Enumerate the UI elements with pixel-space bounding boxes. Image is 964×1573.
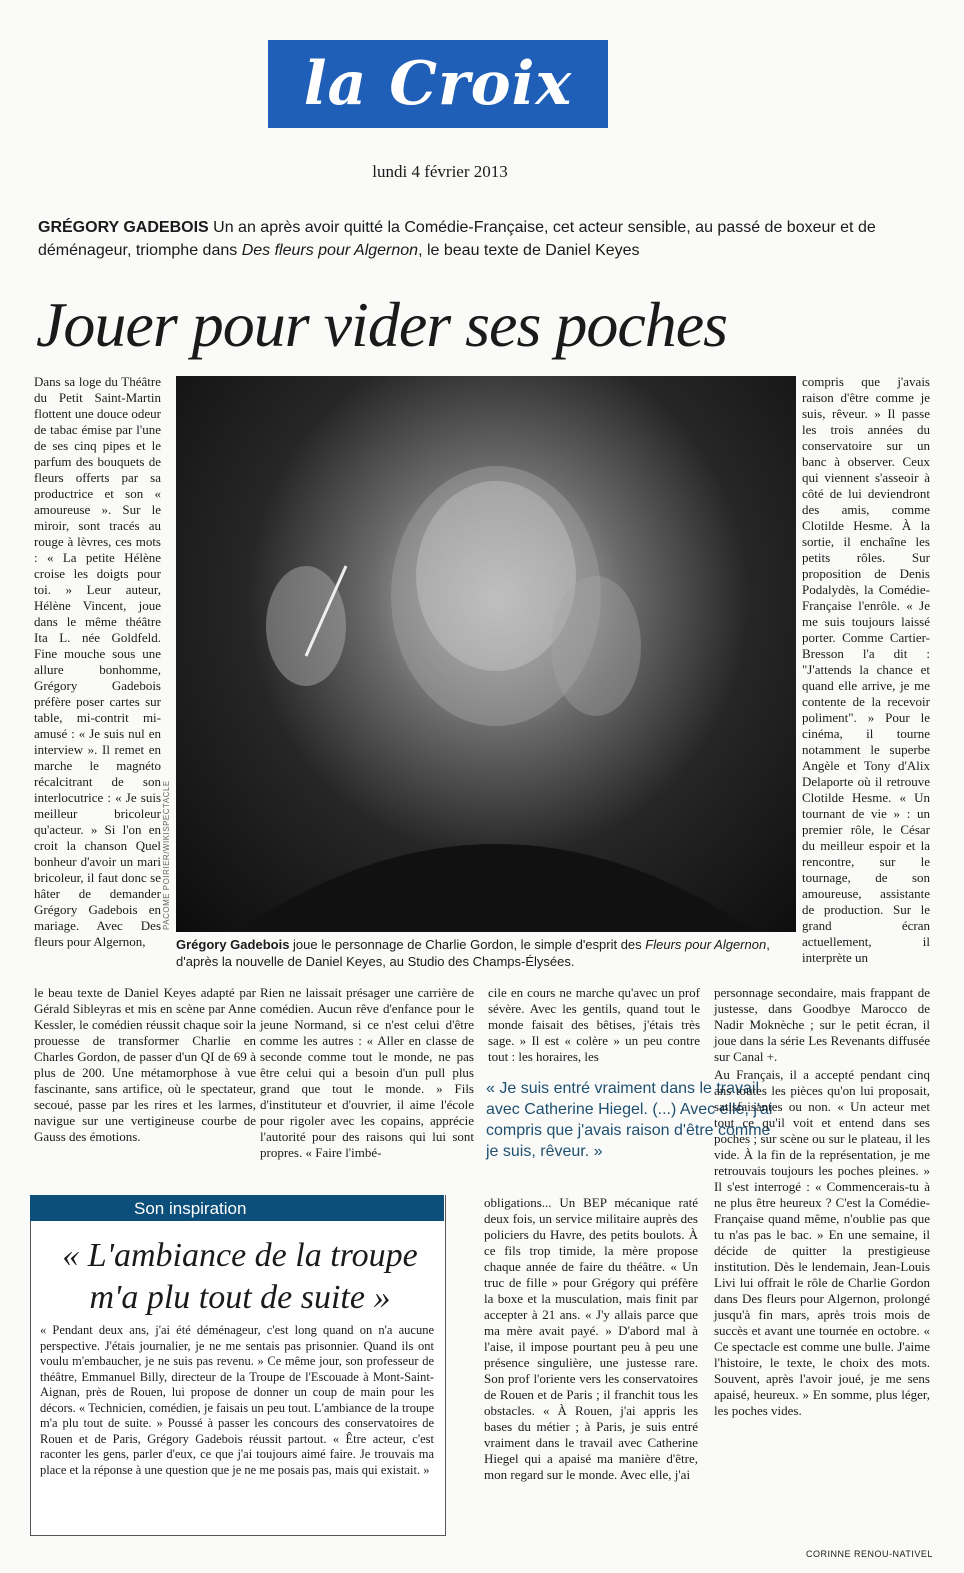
caption-text: joue le personnage de Charlie Gordon, le simple d'esprit des (289, 937, 646, 952)
column-middle-1: Rien ne laissait présager une carrière de comédien. Aucun rêve d'enfance pour le jeune Normand, si ce n'est celui d'être comme les autres : « Aller en classe de seconde comme tout le monde, ne pas être celui qui a besoin d'un pull plus grand que tout le monde. » Fils d'instituteur et d'ouvrier, il aime l'école pour rigoler avec les copains, apprécie l'autorité pour des raisons qui lui sont propres. « Faire l'imbé- (260, 985, 474, 1160)
headline: Jouer pour vider ses poches (36, 289, 728, 360)
deck-name: GRÉGORY GADEBOIS (38, 219, 209, 236)
column-left-top: Dans sa loge du Théâtre du Petit Saint-Martin flottent une douce odeur de tabac émise par l'une de ses cinq pipes et le parfum des bouquets de fleurs offerts par sa productrice et son « amoureuse ». Sur le miroir, sont tracés au rouge à lèvres, ces mots : « La petite Hélène croise les doigts pour toi. » Leur auteur, Hélène Vincent, joue dans le même théâtre Ita L. née Goldfeld. Fine mouche sous une allure bonhomme, Grégory Gadebois préfère poser cartes sur table, mi-contrit mi-amusé : « Je suis nul en interview ». Il remet en marche le magnéto récalcitrant de son interlocutrice : « Je suis meilleur bricoleur qu'acteur. » Si l'on en croit la chanson Quel bonheur d'avoir un mari bricoleur, il faut donc se hâter de demander Grégory Gadebois en mariage. Avec Des fleurs pour Algernon, (34, 374, 161, 949)
deck-text-1: Un an après avoir quitté la Comédie-Française, cet acteur sensible, au passé de boxeur et de déménageur, triomphe dans (38, 219, 876, 259)
deck-work: Des fleurs pour Algernon (241, 242, 419, 259)
pull-quote: « Je suis entré vraiment dans le travail avec Catherine Hiegel. (...) Avec elle, j'ai compris que j'avais raison d'être comme je suis, rêveur. » (486, 1080, 773, 1160)
column-right-middle: personnage secondaire, mais frappant de justesse, dans Goodbye Marocco de Nadir Moknèche ; sur le petit écran, il joue dans la série Les Revenants diffusée sur Canal +. (714, 985, 930, 1064)
caption-work: Fleurs pour Algernon (645, 937, 767, 952)
author-signature: CORINNE RENOU-NATIVEL (806, 1549, 933, 1559)
caption-name: Grégory Gadebois (176, 937, 290, 952)
inspiration-label: Son inspiration (134, 1199, 247, 1218)
photo-credit: PACOME POIRIER/WIKISPECTACLE (162, 780, 171, 930)
column-right-bottom: Au Français, il a accepté pendant cinq ans toutes les pièces qu'on lui proposait, satisfaisantes ou non. « Un acteur met tout ce qu'il voit et entend dans ses poches ; sur scène ou sur le plateau, il les vide. À la fin de la représentation, je me retrouvais toujours les poches pleines. » Il s'est interrogé : « Commencerais-tu à ne plus être heureux ? C'est la Comédie-Française quand même, n'oublie pas que tu n'as pas le bac. » En une semaine, il décide de quitter la prestigieuse institution. Dès le lendemain, Jean-Louis Livi lui offrait le rôle de Charlie Gordon dans Des fleurs pour Algernon, prolongé jusqu'à fin mars, après trois mois de succès et avant une tournée en octobre. « Ce spectacle est comme une bulle. J'aime l'histoire, le texte, le choix des mots. Souvent, après l'avoir joué, je me sens apaisé, heureux. » En somme, plus léger, les poches vides. (714, 1067, 930, 1418)
column-middle-3: obligations... Un BEP mécanique raté deux fois, un service militaire auprès des policiers du Havre, des petits boulots. À ce fils trop timide, la mère propose chaque année de faire du théâtre. « Un truc de fille » pour Grégory qui préfère la boxe et la musculation, mais finit par accepter à 21 ans. « J'y allais parce que ma mère avait payé. » D'abord mal à l'aise, il impose pourtant peu à peu une présence singulière, une justesse rare. Son prof l'oriente vers les conservatoires de Rouen et de Paris ; il franchit tous les obstacles. « À Rouen, j'ai appris les bases du métier ; à Paris, je suis entré vraiment dans le travail avec Catherine Hiegel qui a apaisé ma manière d'être, mon regard sur le monde. Avec elle, j'ai (484, 1195, 698, 1482)
column-right-top: compris que j'avais raison d'être comme je suis, rêveur. » Il passe les trois années du conservatoire sur un banc à observer. Ceux qui viennent s'asseoir à côté de lui deviendront des amis, comme Clotilde Hesme. À la sortie, il enchaîne les petits rôles. Sur proposition de Denis Podalydès, la Comédie-Française l'enrôle. « Je me suis toujours laissé porter. Comme Cartier-Bresson l'a dit : "J'attends la chance et quand elle arrive, je me contente de la recevoir poliment". » Pour le cinéma, il tourne notamment le superbe Angèle et Tony d'Alix Delaporte où il retrouve Clotilde Hesme. « Un tournant de vie » : un premier rôle, le César du meilleur espoir et la rencontre, sur le tournage, de son amoureuse, assistante de production. Sur le grand écran actuellement, il interprète un (802, 374, 930, 965)
column-middle-2: cile en cours ne marche qu'avec un prof sévère. Avec les gentils, quand tout le monde faisait des bêtises, j'étais très sage. » Il est « colère » un peu contre tout : les horaires, les (488, 985, 700, 1064)
article-deck (38, 216, 928, 262)
portrait-photo (176, 376, 796, 932)
masthead-title: la Croix (303, 49, 573, 119)
caption-text-2: , d'après la nouvelle de Daniel Keyes, au Studio des Champs-Élysées. (176, 937, 770, 969)
inspiration-text: « Pendant deux ans, j'ai été déménageur, c'est long quand on n'a aucune perspective. J'étais journalier, je ne me sentais pas prisonnier. Quand ils ont voulu m'embaucher, je ne suis pas revenu. » Ce même jour, son professeur de théâtre, Emmanuel Billy, directeur de la Troupe de l'Escouade à Mont-Saint-Aignan, près de Rouen, lui propose de donner un coup de main pour les décors. « Technicien, comédien, je faisais un peu tout. L'ambiance de la troupe m'a plu tout de suite. » Poussé à passer les concours des conservatoires de Rouen et de Paris, Grégory Gadebois réussit partout. « Être acteur, c'est raconter les gens, parler d'eux, ce que j'ai toujours aimé faire. Je trouvais ma place et la réponse à une question que je ne me posais pas, mais qui existait. » (40, 1323, 434, 1477)
inspiration-headline: « L'ambiance de la troupe m'a plu tout de suite » (62, 1237, 418, 1316)
deck-text-2: , le beau texte de Daniel Keyes (418, 242, 640, 259)
photo-caption (176, 936, 776, 970)
issue-date: lundi 4 février 2013 (372, 162, 508, 181)
portrait-illustration (176, 376, 796, 932)
masthead-logo (268, 40, 608, 128)
column-left-bottom: le beau texte de Daniel Keyes adapté par Gérald Sibleyras et mis en scène par Anne Kessler, le comédien réussit chaque soir la prouesse de transformer Charlie en Charles Gordon, de passer d'un QI de 69 à plus de 200. Une métamorphose à vue fascinante, sans artifice, où le spectateur, secoué, passe par les rires et les larmes, navigue sur une vertigineuse courbe de Gauss des émotions. (34, 985, 256, 1144)
